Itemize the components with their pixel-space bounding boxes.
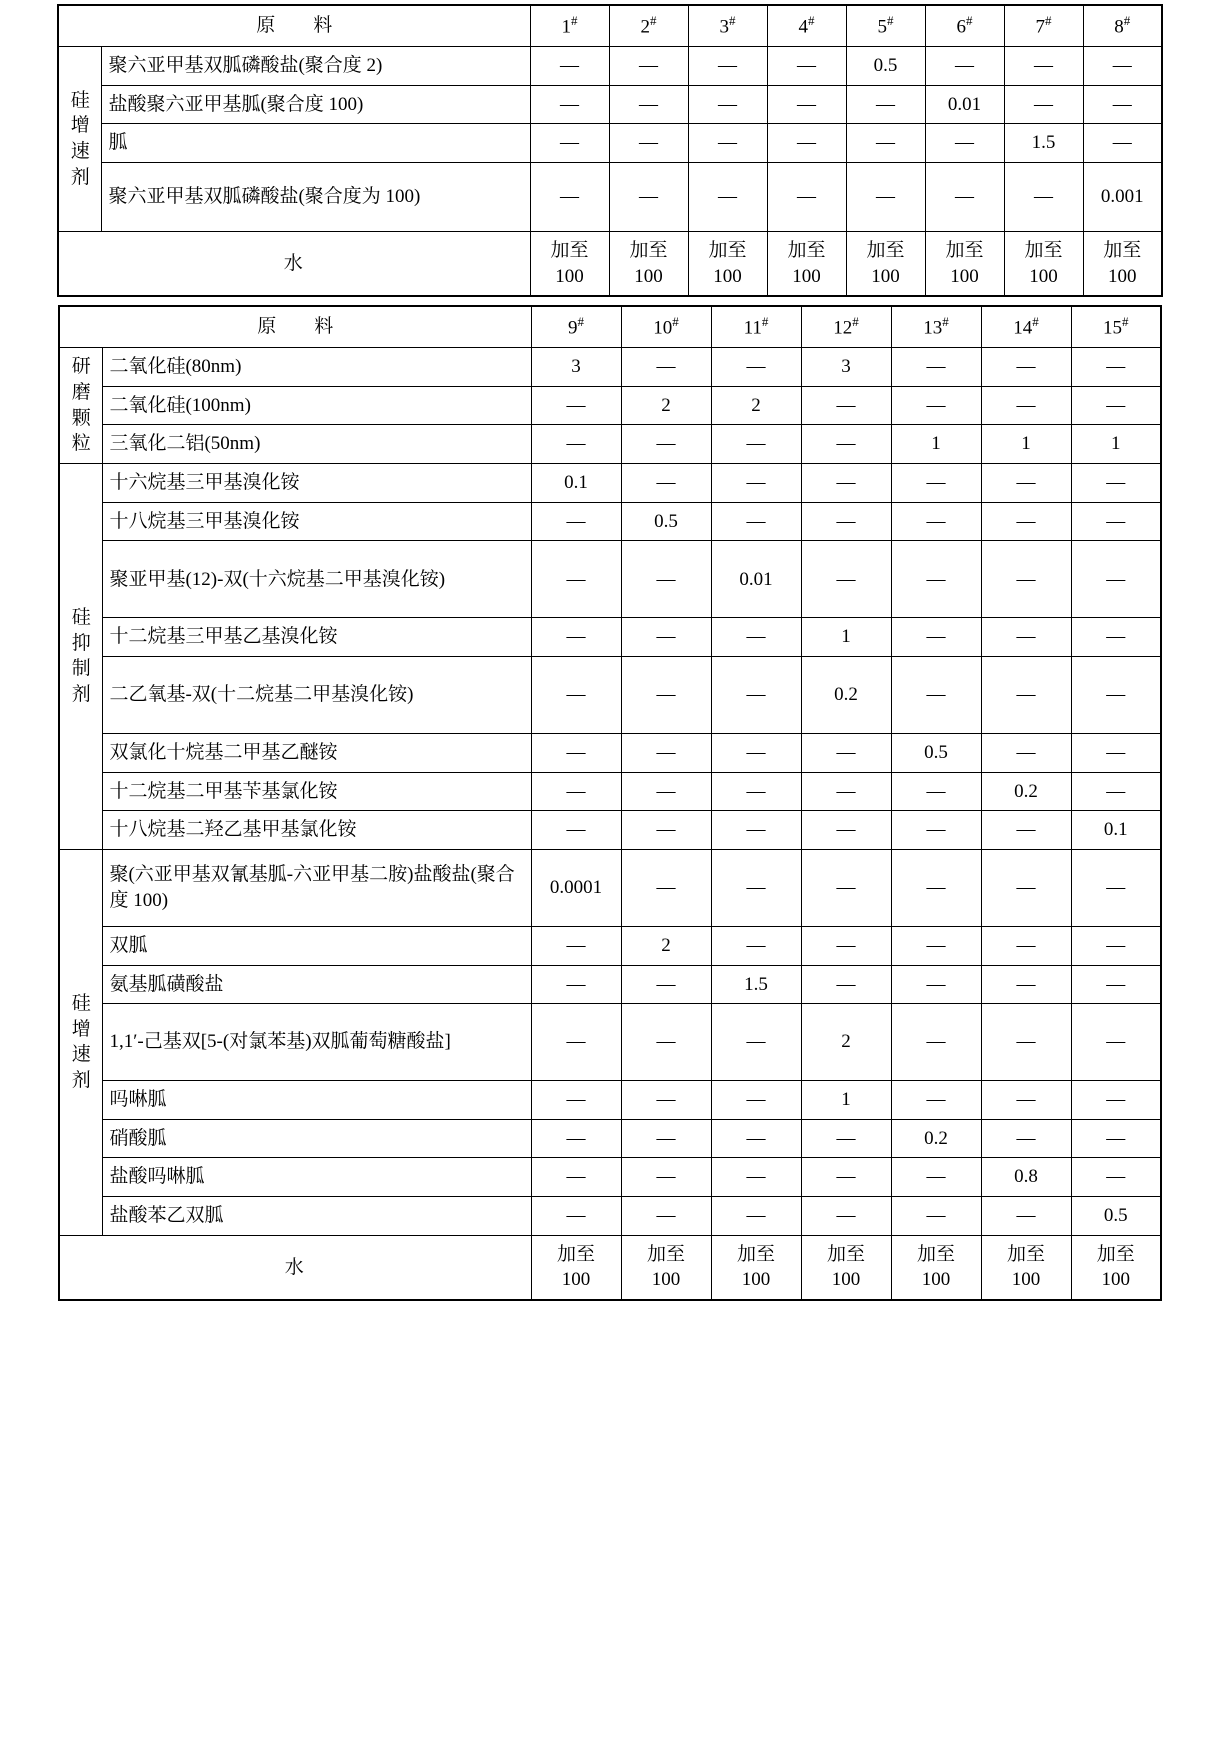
water-value: 加至 100	[767, 231, 846, 296]
cell-value: —	[621, 811, 711, 850]
cell-value: —	[711, 1197, 801, 1236]
cell-value: —	[621, 348, 711, 387]
category-accelerator: 硅 增 速 剂	[59, 849, 103, 1235]
cell-value: —	[1071, 965, 1161, 1004]
cell-value: —	[531, 965, 621, 1004]
cell-value: —	[530, 162, 609, 231]
cell-value: —	[531, 811, 621, 850]
cell-value: 0.2	[801, 656, 891, 733]
cell-value: —	[688, 124, 767, 163]
cell-value: —	[981, 541, 1071, 618]
row-label: 十二烷基三甲基乙基溴化铵	[103, 618, 531, 657]
cell-value: 0.5	[621, 502, 711, 541]
cell-value: —	[711, 618, 801, 657]
cell-value: 0.0001	[531, 849, 621, 926]
cell-value: —	[891, 1081, 981, 1120]
cell-value: —	[711, 849, 801, 926]
cell-value: —	[621, 733, 711, 772]
cell-value: 1	[981, 425, 1071, 464]
cell-value: —	[688, 85, 767, 124]
water-value: 加至 100	[1083, 231, 1162, 296]
row-label: 二氧化硅(100nm)	[103, 386, 531, 425]
water-value: 加至 100	[711, 1235, 801, 1300]
cell-value: —	[621, 541, 711, 618]
cell-value: —	[801, 926, 891, 965]
cell-value: —	[767, 46, 846, 85]
water-row	[58, 231, 1162, 296]
header-col-2: 2#	[609, 5, 688, 46]
cell-value: —	[711, 926, 801, 965]
cell-value: —	[801, 965, 891, 1004]
water-value: 加至 100	[846, 231, 925, 296]
cell-value: —	[891, 348, 981, 387]
cell-value: —	[711, 1004, 801, 1081]
cell-value: —	[801, 772, 891, 811]
cell-value: —	[981, 965, 1071, 1004]
row-label: 硝酸胍	[103, 1119, 531, 1158]
cell-value: —	[711, 811, 801, 850]
water-label: 水	[59, 1235, 531, 1300]
table-row	[59, 772, 1161, 811]
cell-value: —	[531, 618, 621, 657]
cell-value: 2	[801, 1004, 891, 1081]
row-label: 二氧化硅(80nm)	[103, 348, 531, 387]
table-row	[59, 1158, 1161, 1197]
cell-value: —	[891, 772, 981, 811]
table-row	[59, 386, 1161, 425]
cell-value: 1	[801, 618, 891, 657]
cell-value: —	[981, 386, 1071, 425]
cell-value: —	[531, 502, 621, 541]
cell-value: —	[981, 348, 1071, 387]
row-label: 盐酸聚六亚甲基胍(聚合度 100)	[102, 85, 530, 124]
water-value: 加至 100	[621, 1235, 711, 1300]
table-row	[59, 811, 1161, 850]
cell-value: —	[981, 811, 1071, 850]
cell-value: 1.5	[711, 965, 801, 1004]
table-row	[59, 348, 1161, 387]
cell-value: —	[609, 85, 688, 124]
cell-value: —	[1004, 162, 1083, 231]
cell-value: —	[1071, 849, 1161, 926]
cell-value: —	[609, 46, 688, 85]
cell-value: 0.5	[891, 733, 981, 772]
water-value: 加至 100	[1004, 231, 1083, 296]
cell-value: —	[1071, 502, 1161, 541]
cell-value: —	[531, 1119, 621, 1158]
water-row	[59, 1235, 1161, 1300]
cell-value: —	[711, 1119, 801, 1158]
cell-value: —	[981, 464, 1071, 503]
row-label: 吗啉胍	[103, 1081, 531, 1120]
cell-value: 3	[801, 348, 891, 387]
header-col-15: 15#	[1071, 306, 1161, 347]
header-col-13: 13#	[891, 306, 981, 347]
cell-value: —	[891, 1158, 981, 1197]
table-row	[58, 85, 1162, 124]
row-label: 十八烷基二羟乙基甲基氯化铵	[103, 811, 531, 850]
cell-value: —	[891, 386, 981, 425]
cell-value: —	[981, 656, 1071, 733]
cell-value: —	[1071, 464, 1161, 503]
category-inhibitor: 硅 抑 制 剂	[59, 464, 103, 850]
water-value: 加至 100	[530, 231, 609, 296]
cell-value: —	[891, 926, 981, 965]
water-label: 水	[58, 231, 530, 296]
cell-value: —	[621, 656, 711, 733]
header-col-12: 12#	[801, 306, 891, 347]
cell-value: —	[981, 1081, 1071, 1120]
cell-value: —	[891, 1004, 981, 1081]
cell-value: —	[711, 656, 801, 733]
cell-value: —	[621, 1158, 711, 1197]
cell-value: —	[801, 502, 891, 541]
table-separator	[0, 297, 1220, 305]
cell-value: —	[767, 124, 846, 163]
cell-value: —	[891, 541, 981, 618]
table-row	[58, 46, 1162, 85]
header-col-1: 1#	[530, 5, 609, 46]
cell-value: 0.5	[846, 46, 925, 85]
cell-value: —	[981, 849, 1071, 926]
cell-value: —	[531, 926, 621, 965]
cell-value: —	[688, 162, 767, 231]
water-value: 加至 100	[609, 231, 688, 296]
table-row	[59, 425, 1161, 464]
cell-value: —	[1071, 348, 1161, 387]
cell-value: 0.5	[1071, 1197, 1161, 1236]
cell-value: —	[1004, 46, 1083, 85]
cell-value: —	[981, 1119, 1071, 1158]
cell-value: —	[1071, 1081, 1161, 1120]
cell-value: —	[846, 85, 925, 124]
header-col-14: 14#	[981, 306, 1071, 347]
cell-value: —	[530, 124, 609, 163]
cell-value: —	[1071, 733, 1161, 772]
cell-value: 1	[801, 1081, 891, 1120]
cell-value: —	[530, 85, 609, 124]
cell-value: —	[621, 849, 711, 926]
water-value: 加至 100	[688, 231, 767, 296]
table-row	[59, 1197, 1161, 1236]
cell-value: —	[531, 541, 621, 618]
cell-value: —	[531, 1004, 621, 1081]
cell-value: 2	[621, 926, 711, 965]
row-label: 聚六亚甲基双胍磷酸盐(聚合度为 100)	[102, 162, 530, 231]
formulation-table-1	[57, 4, 1163, 297]
cell-value: —	[981, 733, 1071, 772]
cell-value: —	[1004, 85, 1083, 124]
row-label: 氨基胍磺酸盐	[103, 965, 531, 1004]
cell-value: —	[981, 1197, 1071, 1236]
cell-value: —	[621, 425, 711, 464]
cell-value: —	[530, 46, 609, 85]
table-row	[59, 1004, 1161, 1081]
cell-value: 0.2	[891, 1119, 981, 1158]
cell-value: 1	[891, 425, 981, 464]
cell-value: —	[621, 965, 711, 1004]
cell-value: —	[711, 464, 801, 503]
row-label: 十六烷基三甲基溴化铵	[103, 464, 531, 503]
cell-value: —	[1071, 926, 1161, 965]
cell-value: —	[1071, 1119, 1161, 1158]
cell-value: —	[801, 733, 891, 772]
cell-value: —	[801, 811, 891, 850]
cell-value: —	[1071, 618, 1161, 657]
cell-value: 2	[711, 386, 801, 425]
cell-value: 3	[531, 348, 621, 387]
row-label: 胍	[102, 124, 530, 163]
table-row	[59, 733, 1161, 772]
cell-value: —	[531, 1197, 621, 1236]
header-material: 原 料	[58, 5, 530, 46]
cell-value: —	[711, 425, 801, 464]
cell-value: —	[891, 618, 981, 657]
category-abrasive: 研 磨 颗 粒	[59, 348, 103, 464]
row-label: 双胍	[103, 926, 531, 965]
cell-value: —	[767, 85, 846, 124]
row-label: 二乙氧基-双(十二烷基二甲基溴化铵)	[103, 656, 531, 733]
row-label: 盐酸吗啉胍	[103, 1158, 531, 1197]
cell-value: —	[621, 1081, 711, 1120]
cell-value: —	[711, 1158, 801, 1197]
header-col-11: 11#	[711, 306, 801, 347]
cell-value: —	[621, 618, 711, 657]
cell-value: —	[925, 124, 1004, 163]
cell-value: —	[981, 926, 1071, 965]
cell-value: 1.5	[1004, 124, 1083, 163]
table-row	[59, 1081, 1161, 1120]
water-value: 加至 100	[1071, 1235, 1161, 1300]
row-label: 盐酸苯乙双胍	[103, 1197, 531, 1236]
cell-value: —	[621, 772, 711, 811]
cell-value: —	[981, 618, 1071, 657]
table-row	[59, 849, 1161, 926]
cell-value: —	[891, 656, 981, 733]
cell-value: —	[767, 162, 846, 231]
cell-value: 1	[1071, 425, 1161, 464]
row-label: 1,1′-己基双[5-(对氯苯基)双胍葡萄糖酸盐]	[103, 1004, 531, 1081]
table-row	[59, 656, 1161, 733]
cell-value: —	[801, 541, 891, 618]
header-col-7: 7#	[1004, 5, 1083, 46]
table-row	[59, 1119, 1161, 1158]
table-row	[59, 502, 1161, 541]
cell-value: —	[801, 464, 891, 503]
table-row	[59, 926, 1161, 965]
row-label: 聚亚甲基(12)-双(十六烷基二甲基溴化铵)	[103, 541, 531, 618]
cell-value: —	[891, 1197, 981, 1236]
cell-value: —	[531, 1158, 621, 1197]
cell-value: 0.2	[981, 772, 1071, 811]
row-label: 双氯化十烷基二甲基乙醚铵	[103, 733, 531, 772]
cell-value: —	[801, 849, 891, 926]
cell-value: —	[981, 502, 1071, 541]
cell-value: —	[1071, 1004, 1161, 1081]
cell-value: —	[711, 1081, 801, 1120]
cell-value: —	[531, 425, 621, 464]
water-value: 加至 100	[981, 1235, 1071, 1300]
water-value: 加至 100	[925, 231, 1004, 296]
cell-value: —	[1071, 656, 1161, 733]
cell-value: 0.001	[1083, 162, 1162, 231]
cell-value: —	[711, 348, 801, 387]
table-row	[59, 541, 1161, 618]
cell-value: 2	[621, 386, 711, 425]
cell-value: —	[531, 772, 621, 811]
cell-value: —	[609, 162, 688, 231]
table-row	[58, 162, 1162, 231]
table-row	[59, 965, 1161, 1004]
cell-value: —	[621, 1197, 711, 1236]
row-label: 聚(六亚甲基双氰基胍-六亚甲基二胺)盐酸盐(聚合度 100)	[103, 849, 531, 926]
cell-value: —	[891, 502, 981, 541]
cell-value: —	[891, 849, 981, 926]
cell-value: —	[891, 811, 981, 850]
cell-value: —	[1083, 46, 1162, 85]
cell-value: —	[801, 1158, 891, 1197]
cell-value: —	[531, 733, 621, 772]
row-label: 十二烷基二甲基苄基氯化铵	[103, 772, 531, 811]
cell-value: —	[621, 464, 711, 503]
cell-value: —	[981, 1004, 1071, 1081]
header-col-10: 10#	[621, 306, 711, 347]
cell-value: —	[531, 1081, 621, 1120]
cell-value: —	[1071, 541, 1161, 618]
cell-value: —	[891, 464, 981, 503]
cell-value: 0.8	[981, 1158, 1071, 1197]
cell-value: —	[925, 46, 1004, 85]
cell-value: —	[609, 124, 688, 163]
cell-value: 0.1	[531, 464, 621, 503]
header-col-4: 4#	[767, 5, 846, 46]
header-col-5: 5#	[846, 5, 925, 46]
cell-value: —	[1071, 386, 1161, 425]
row-label: 十八烷基三甲基溴化铵	[103, 502, 531, 541]
cell-value: —	[846, 124, 925, 163]
cell-value: —	[801, 1197, 891, 1236]
cell-value: —	[711, 772, 801, 811]
water-value: 加至 100	[891, 1235, 981, 1300]
cell-value: —	[1083, 85, 1162, 124]
header-col-3: 3#	[688, 5, 767, 46]
header-material: 原 料	[59, 306, 531, 347]
header-col-8: 8#	[1083, 5, 1162, 46]
water-value: 加至 100	[801, 1235, 891, 1300]
cell-value: 0.1	[1071, 811, 1161, 850]
cell-value: —	[711, 733, 801, 772]
cell-value: —	[621, 1119, 711, 1158]
cell-value: —	[711, 502, 801, 541]
cell-value: —	[1071, 1158, 1161, 1197]
table-header-row	[58, 5, 1162, 46]
cell-value: —	[925, 162, 1004, 231]
table-header-row	[59, 306, 1161, 347]
cell-value: —	[688, 46, 767, 85]
header-col-9: 9#	[531, 306, 621, 347]
cell-value: —	[1071, 772, 1161, 811]
cell-value: —	[531, 386, 621, 425]
table-row	[59, 464, 1161, 503]
row-label: 三氧化二铝(50nm)	[103, 425, 531, 464]
cell-value: —	[621, 1004, 711, 1081]
table-row	[58, 124, 1162, 163]
cell-value: —	[846, 162, 925, 231]
formulation-table-2	[58, 305, 1162, 1301]
cell-value: 0.01	[711, 541, 801, 618]
cell-value: —	[801, 1119, 891, 1158]
cell-value: 0.01	[925, 85, 1004, 124]
cell-value: —	[1083, 124, 1162, 163]
cell-value: —	[891, 965, 981, 1004]
cell-value: —	[801, 425, 891, 464]
header-col-6: 6#	[925, 5, 1004, 46]
category-accelerator: 硅 增 速 剂	[58, 46, 102, 231]
cell-value: —	[531, 656, 621, 733]
cell-value: —	[801, 386, 891, 425]
row-label: 聚六亚甲基双胍磷酸盐(聚合度 2)	[102, 46, 530, 85]
table-row	[59, 618, 1161, 657]
water-value: 加至 100	[531, 1235, 621, 1300]
